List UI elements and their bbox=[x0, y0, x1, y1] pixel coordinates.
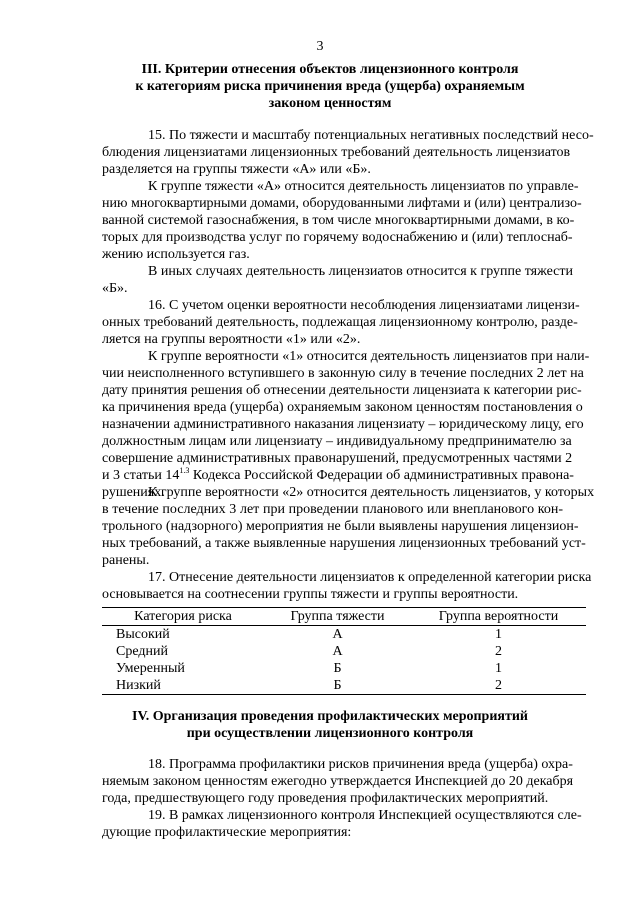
table-cell: 1 bbox=[495, 661, 503, 676]
text-line: 18. Программа профилактики рисков причинения вреда (ущерба) охра- bbox=[148, 757, 573, 772]
table-cell: Высокий bbox=[116, 627, 170, 642]
page-number: 3 bbox=[316, 39, 324, 54]
table-row bbox=[102, 660, 586, 677]
column-header: Группа вероятности bbox=[411, 608, 586, 626]
table-row bbox=[102, 677, 586, 695]
text-line: няемым законом ценностям ежегодно утверждается Инспекцией до 20 декабря bbox=[102, 774, 574, 789]
text-line: «Б». bbox=[102, 281, 128, 296]
table-header-row bbox=[102, 608, 586, 626]
table-cell: А bbox=[332, 644, 343, 659]
text-line: в течение последних 3 лет при проведении планового или внепланового кон- bbox=[102, 502, 563, 517]
risk-category-table bbox=[102, 607, 586, 695]
text-line: онных требований деятельность, подлежащая лицензионному контролю, разде- bbox=[102, 315, 578, 330]
superscript: 1.3 bbox=[179, 466, 190, 475]
heading-line: к категориям риска причинения вреда (ущерба) охраняемым bbox=[135, 79, 525, 94]
table-cell: Низкий bbox=[102, 677, 264, 695]
section-3-heading bbox=[100, 61, 560, 112]
text-line: ванной системой газоснабжения, в том числе многоквартирными домами, в ко- bbox=[102, 213, 575, 228]
text-line: 17. Отнесение деятельности лицензиатов к определенной категории риска bbox=[148, 570, 592, 585]
column-header: Группа тяжести bbox=[264, 608, 411, 626]
text-line: блюдения лицензиатами лицензионных требований деятельность лицензиатов bbox=[102, 145, 571, 160]
text-segment: и 3 статьи 14 bbox=[102, 468, 180, 483]
column-header: Категория риска bbox=[102, 608, 264, 626]
text-line: жению используется газ. bbox=[102, 247, 250, 262]
paragraph-17 bbox=[102, 569, 592, 603]
paragraph-group-a bbox=[102, 178, 582, 263]
text-line: совершение административных правонарушений, предусмотренных частями 2 bbox=[102, 451, 573, 466]
text-line: К группе тяжести «А» относится деятельность лицензиатов по управле- bbox=[148, 179, 579, 194]
text-line: ранены. bbox=[102, 553, 150, 568]
table-cell: 1 bbox=[495, 627, 503, 642]
section-4-heading bbox=[100, 708, 560, 742]
paragraph-16 bbox=[102, 297, 580, 348]
paragraph-18 bbox=[102, 756, 574, 807]
text-line: В иных случаях деятельность лицензиатов относится к группе тяжести bbox=[148, 264, 573, 279]
heading-line: при осуществлении лицензионного контроля bbox=[186, 726, 474, 741]
text-line: дующие профилактические мероприятия: bbox=[102, 825, 352, 840]
table-row bbox=[102, 643, 586, 660]
table-cell: Средний bbox=[116, 644, 168, 659]
text-line bbox=[102, 466, 574, 484]
text-line: ка причинения вреда (ущерба) охраняемым законом ценностям постановления о bbox=[102, 400, 583, 415]
heading-line: законом ценностям bbox=[268, 96, 392, 111]
table-cell: Умеренный bbox=[116, 661, 185, 676]
text-line: года, предшествующего году проведения профилактических мероприятий. bbox=[102, 791, 549, 806]
table-cell: 2 bbox=[495, 644, 503, 659]
paragraph-19 bbox=[102, 807, 582, 841]
text-line: К группе вероятности «2» относится деятельность лицензиатов, у которых bbox=[148, 485, 595, 500]
text-line: 16. С учетом оценки вероятности несоблюдения лицензиатами лицензи- bbox=[148, 298, 580, 313]
text-line: торых для производства услуг по горячему водоснабжению и (или) теплоснаб- bbox=[102, 230, 573, 245]
text-line: назначении административного наказания лицензиату – юридическому лицу, его bbox=[102, 417, 584, 432]
heading-line: IV. Организация проведения профилактических мероприятий bbox=[132, 709, 528, 724]
text-line: ляется на группы вероятности «1» или «2». bbox=[102, 332, 361, 347]
paragraph-probability-2 bbox=[102, 484, 595, 569]
text-line: нию многоквартирными домами, оборудованными лифтами и (или) централизо- bbox=[102, 196, 582, 211]
table-cell: А bbox=[332, 627, 343, 642]
paragraph-group-b bbox=[102, 263, 573, 297]
paragraph-probability-1 bbox=[102, 348, 595, 501]
text-line: чии неисполненного вступившего в законную силу в течение последних 2 лет на bbox=[102, 366, 584, 381]
text-line: трольного (надзорного) мероприятия не были выявлены нарушения лицензион- bbox=[102, 519, 579, 534]
text-line: разделяется на группы тяжести «А» или «Б». bbox=[102, 162, 371, 177]
table-row bbox=[102, 626, 586, 644]
text-line: должностным лицам или лицензиату – индивидуальному предпринимателю за bbox=[102, 434, 572, 449]
table-cell: Б bbox=[333, 661, 342, 676]
text-line: дату принятия решения об отнесении деятельности лицензиата к категории рис- bbox=[102, 383, 582, 398]
table-cell: Б bbox=[264, 677, 411, 695]
table-cell: 2 bbox=[411, 677, 586, 695]
paragraph-15 bbox=[102, 127, 594, 178]
heading-line: III. Критерии отнесения объектов лицензионного контроля bbox=[141, 62, 519, 77]
text-line: рушениях. bbox=[102, 485, 165, 500]
text-line: ных требований, а также выявленные нарушения лицензионных требований уст- bbox=[102, 536, 586, 551]
text-line: К группе вероятности «1» относится деятельность лицензиатов при нали- bbox=[148, 349, 590, 364]
text-line: основывается на соотнесении группы тяжести и группы вероятности. bbox=[102, 587, 519, 602]
text-line: 19. В рамках лицензионного контроля Инспекцией осуществляются сле- bbox=[148, 808, 582, 823]
text-segment: Кодекса Российской Федерации об административных правона- bbox=[189, 468, 574, 483]
text-line: 15. По тяжести и масштабу потенциальных негативных последствий несо- bbox=[148, 128, 594, 143]
